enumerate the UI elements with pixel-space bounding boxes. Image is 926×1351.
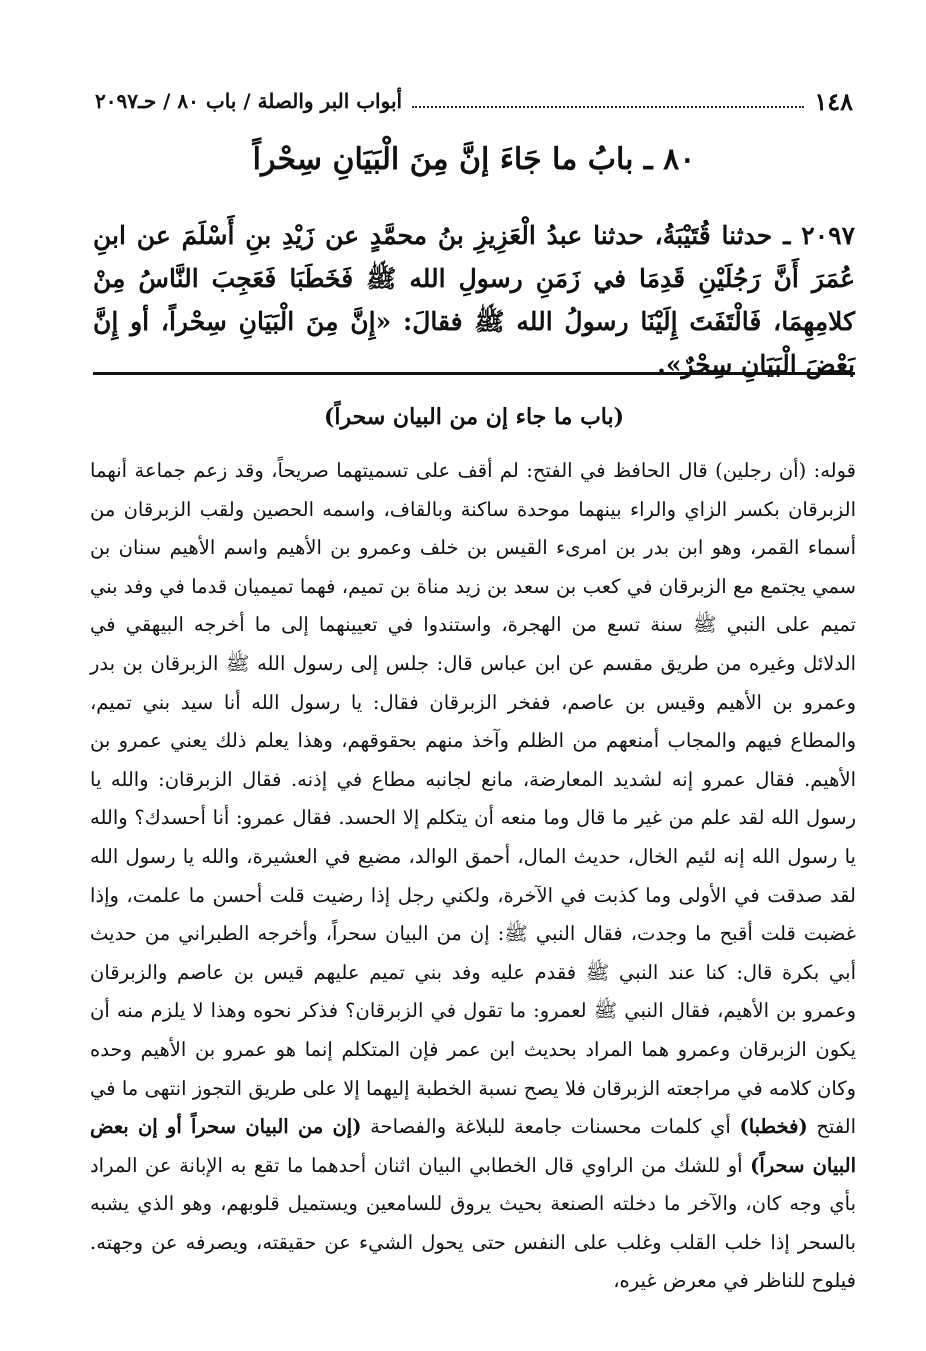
running-title: أبواب البر والصلة / باب ٨٠ / حـ٢٠٩٧ [95,89,403,113]
hadith-body: حدثنا قُتَيْبَةُ، حدثنا عبدُ الْعَزِيزِ بنُ محمَّدٍ عن زَيْدِ بنِ أَسْلَمَ عن ابنِ عُمَرَ أَنَّ رَجُلَيْنِ قَدِمَا في زَمَنِ رسولِ الله ﷺ فَخَطَبَا فَعَجِبَ النَّاسُ مِنْ كلامِهِمَا، فَالْتَفَتَ إِلَيْنَا رسولُ الله ﷺ فقالَ: «إِنَّ مِنَ الْبَيَانِ سِحْراً، أو إِنَّ بَعْضَ الْبَيَانِ سِحْرٌ». [93,221,855,379]
commentary-title: (باب ما جاء إن من البيان سحراً) [323,404,625,430]
header-dotted-leader [412,106,804,108]
page-header [95,84,853,118]
hadith-number: ٢٠٩٧ ـ [783,221,855,250]
page-number: ١٤٨ [814,86,853,116]
commentary-bold-fakhataba: (فخطبا) [739,1115,808,1139]
commentary-body-3: أو للشك من الراوي قال الخطابي البيان اثنان أحدهما ما تقع به الإبانة عن المراد بأي وجه كان، والآخر ما دخلته الصنعة بحيث يروق للسامعين ويستميل قلوبهم، وهو الذي يشبه بالسحر إذا خلب القلب وغلب على النفس حتى يحول الشيء عن حقيقته، ويصرفه عن وجهته. فيلوح للناظر في معرض غيره، [90,1153,856,1293]
section-divider [93,372,855,375]
hadith-text [93,214,855,386]
commentary-lead: قوله: (أن رجلين) [715,459,856,482]
chapter-title: ٨٠ ـ بابُ ما جَاءَ إنَّ مِنَ الْبَيَانِ سِحْراً [252,142,696,177]
commentary-body-2: أي كلمات محسنات جامعة للبلاغة والفصاحة [370,1115,731,1139]
commentary-body-1: قال الحافظ في الفتح: لم أقف على تسميتهما صريحاً، وقد زعم جماعة أنهما الزبرقان بكسر الزاي والراء بينهما موحدة ساكنة وبالقاف، واسمه الحصين ولقب الزبرقان من أسماء القمر، وهو ابن بدر بن امرىء القيس بن خلف وعمرو بن الأهيم واسم الأهيم سنان بن سمي يجتمع مع الزبرقان في كعب بن سعد بن زيد مناة بن تميم، فهما تميميان قدما في وفد بني تميم على النبي ﷺ سنة تسع من الهجرة، واستندوا في تعيينهما إلى ما أخرجه البيهقي في الدلائل وغيره من طريق مقسم عن ابن عباس قال: جلس إلى رسول الله ﷺ الزبرقان بن بدر وعمرو بن الأهيم وقيس بن عاصم، ففخر الزبرقان فقال: يا رسول الله أنا سيد بني تميم، والمطاع فيهم والمجاب أمنعهم من الظلم وآخذ منهم بحقوقهم، وهذا يعلم ذلك يعني عمرو بن الأهيم. فقال عمرو إنه لشديد المعارضة، مانع لجانبه مطاع في إذنه. فقال الزبرقان: والله يا رسول الله لقد علم من غير ما قال وما منعه أن يتكلم إلا الحسد. فقال عمرو: أنا أحسدك؟ والله يا رسول الله إنه لئيم الخال، حديث المال، أحمق الوالد، مضيع في العشيرة، والله يا رسول الله لقد صدقت في الأولى وما كذبت في الآخرة، ولكني رجل إذا رضيت قلت أحسن ما علمت، وإذا غضبت قلت أقبح ما وجدت، فقال النبي ﷺ: إن من البيان سحراً، وأخرجه الطبراني من حديث أبي بكرة قال: كنا عند النبي ﷺ فقدم عليه وفد بني تميم عليهم قيس بن عاصم والزبرقان وعمرو بن الأهيم، فقال النبي ﷺ لعمرو: ما تقول في الزبرقان؟ فذكر نحوه وهذا لا يلزم منه أن يكون الزبرقان وعمرو هما المراد بحديث ابن عمر فإن المتكلم إنما هو عمرو بن الأهيم وحده وكان كلامه في مراجعته الزبرقان فلا يصح نسبة الخطبة إليهما إلا على طريق التجوز انتهى ما في الفتح [90,459,857,1139]
commentary-bold-quote: (إن من البيان سحراً أو إن بعض البيان سحراً) [90,1115,856,1177]
commentary-text [90,452,856,1301]
